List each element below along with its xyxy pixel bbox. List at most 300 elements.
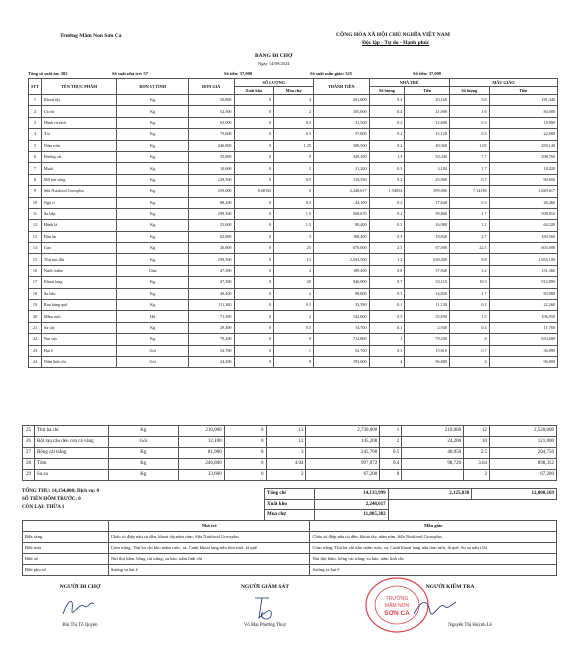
table-cell: Kg: [117, 151, 188, 162]
table-cell: 116,550: [313, 174, 369, 185]
menu-mg: Nui thịt bằm, bông cải trắng, su hào, nấm linh chi: [310, 554, 557, 565]
table-cell: 50,440: [405, 151, 450, 162]
mg-meals: Số suất mẫu giáo: 325: [310, 71, 353, 76]
table-cell: 9: [274, 151, 314, 162]
table-cell: 2: [29, 106, 42, 117]
col-stt: STT: [29, 79, 42, 95]
table-cell: 0: [234, 129, 274, 140]
table-cell: 1.6: [449, 106, 489, 117]
table-cell: 7: [29, 163, 42, 174]
table-cell: 298,760: [489, 151, 557, 162]
table-row: [29, 254, 558, 265]
table-cell: 1.9: [274, 208, 314, 219]
table-cell: Kg: [117, 95, 188, 106]
table-cell: 33,600: [178, 470, 224, 481]
table-cell: 18: [29, 288, 42, 299]
table-cell: Kg: [117, 208, 188, 219]
table-cell: 0.7: [449, 174, 489, 185]
table-cell: 0: [234, 300, 274, 311]
table-cell: 670,000: [313, 243, 369, 254]
table-cell: 3: [266, 448, 306, 459]
menu-row: [23, 565, 557, 576]
table-row: [29, 265, 558, 276]
table-cell: 8: [274, 356, 314, 367]
table-cell: 603,000: [489, 243, 557, 254]
menu-nt: Sương sa hạt ê: [108, 565, 310, 576]
table-cell: 67,200: [306, 470, 380, 481]
table-row: [29, 117, 558, 128]
menu-row: [23, 532, 557, 543]
table-cell: 40,950: [402, 448, 464, 459]
table-cell: Hạt ê: [41, 345, 117, 356]
school-name: Trường Mầm Non Sơn Ca: [60, 33, 122, 39]
table-cell: 22: [29, 334, 42, 345]
table-cell: 193,600: [313, 356, 369, 367]
table-cell: 2,520,000: [490, 426, 557, 437]
table-cell: 26,460: [489, 197, 557, 208]
table-cell: 0: [234, 174, 274, 185]
table-row: [29, 129, 558, 140]
table-cell: 0.2: [369, 117, 405, 128]
table-cell: 35,650: [405, 311, 450, 322]
table-cell: 1,955,100: [489, 254, 557, 265]
table-cell: 79,200: [405, 334, 450, 345]
col-money: THÀNH TIỀN: [313, 79, 369, 95]
table-cell: 25,900: [405, 174, 450, 185]
table-cell: 64,320: [489, 220, 557, 231]
table-cell: 1: [369, 334, 405, 345]
motto: Độc lập - Tự do - Hạnh phúc: [362, 40, 430, 46]
table-cell: 67,200: [490, 470, 557, 481]
tong-chi-label: Tổng chi: [265, 489, 315, 500]
xuat-kho: 2,248,617: [314, 499, 388, 510]
table-cell: 8: [29, 174, 42, 185]
table-cell: 2: [266, 470, 306, 481]
table-cell: Hũ: [117, 311, 188, 322]
table-cell: 4: [274, 95, 314, 106]
table-cell: 12: [29, 220, 42, 231]
menu-mg: Cháo sò điệp nấu củ dền, khoai tây, nấm rơm, Sữa Nutifood Growplus: [310, 532, 557, 543]
table-cell: Kg: [117, 322, 188, 333]
checker-title: NGƯỜI KIỂM TRA: [425, 584, 475, 590]
table-cell: 0: [224, 437, 266, 448]
table-cell: 349,200: [313, 151, 369, 162]
menu-nt: Nui thịt bằm, bông cải trắng, su hào, nấm linh chi: [108, 554, 310, 565]
table-cell: Su hào: [41, 288, 117, 299]
table-cell: 0: [274, 186, 314, 197]
table-cell: Tôm: [34, 459, 108, 470]
table-cell: 0.7: [449, 345, 489, 356]
table-cell: 0: [224, 448, 266, 459]
table-cell: 6: [29, 151, 42, 162]
table-cell: 638,400: [405, 254, 450, 265]
table-cell: 37,800: [313, 129, 369, 140]
table-cell: 18,840: [405, 231, 450, 242]
menu-mg: Sương sa hạt ê: [310, 565, 557, 576]
table-cell: 0: [234, 322, 274, 333]
table-cell: 2.5: [369, 243, 405, 254]
mg-total: 12,008,169: [472, 489, 557, 500]
col-nt-sl: Số lượng: [369, 87, 405, 95]
table-cell: 13: [266, 426, 306, 437]
buyer-title: NGƯỜI ĐI CHỢ: [59, 584, 101, 590]
table-cell: 0: [234, 288, 274, 299]
table-cell: Kg: [117, 197, 188, 208]
table-cell: Kg: [117, 140, 188, 151]
table-cell: 0.3: [449, 197, 489, 208]
table-cell: Kg: [117, 129, 188, 140]
table-cell: 0.4: [380, 459, 402, 470]
tong-chi: 14,133,999: [314, 489, 388, 500]
table-cell: 1.5: [274, 220, 314, 231]
table-cell: 22.5: [449, 243, 489, 254]
menu-nt: Cháo sò điệp nấu củ dền, khoai tây,nấm rơm; Sữa Nutifood Growplus: [108, 532, 310, 543]
table-cell: 0.2: [369, 208, 405, 219]
table-cell: 21,200: [313, 163, 369, 174]
table-row: [29, 231, 558, 242]
table-cell: 0.8: [369, 265, 405, 276]
table-cell: 0: [234, 334, 274, 345]
table-cell: 28: [23, 459, 35, 470]
table-cell: Kg: [117, 300, 188, 311]
table-cell: 52,500: [188, 106, 234, 117]
table-cell: 79,200: [188, 334, 234, 345]
table-cell: Kg: [117, 231, 188, 242]
table-cell: Kg: [108, 426, 178, 437]
table-cell: 245,700: [306, 448, 380, 459]
table-cell: 0.2: [449, 300, 489, 311]
checker-signature: [410, 594, 460, 622]
menu-mg: Cơm trắng, Thịt ba chỉ kho mắm ruốc, sả, Canh khoai lang nấu tôm tươi, lá quế, Su su nấu t lá): [310, 543, 557, 554]
table-cell: 8: [449, 334, 489, 345]
table-cell: 29,400: [188, 322, 234, 333]
table-cell: 508,810: [489, 208, 557, 219]
table-cell: 2: [274, 163, 314, 174]
table-cell: 0.7: [369, 277, 405, 288]
table-cell: 23: [29, 345, 42, 356]
table-cell: 47,500: [188, 265, 234, 276]
table-row: [23, 448, 557, 459]
table-cell: 0.3: [369, 231, 405, 242]
table-row: [29, 197, 558, 208]
table-cell: 0.2: [369, 197, 405, 208]
table-cell: 18,020: [489, 163, 557, 174]
table-cell: 16,080: [405, 220, 450, 231]
table-row: [29, 300, 558, 311]
table-cell: 15,120: [405, 129, 450, 140]
table-cell: 11,130: [405, 300, 450, 311]
table-cell: 0.2: [369, 174, 405, 185]
table-cell: 50,800: [188, 95, 234, 106]
table-cell: Thịt ba chỉ: [34, 426, 108, 437]
table-cell: 946,000: [313, 277, 369, 288]
table-cell: 2,593,500: [313, 254, 369, 265]
table-cell: 44,100: [313, 197, 369, 208]
xuat-kho-label: Xuất kho: [265, 499, 315, 510]
table-cell: 18,900: [489, 117, 557, 128]
table-cell: 3.64: [464, 459, 490, 470]
table-cell: Kg: [117, 163, 188, 174]
table-row: [29, 174, 558, 185]
table-cell: Nước mắm: [41, 265, 117, 276]
table-cell: 83,980: [489, 288, 557, 299]
table-cell: 21: [29, 322, 42, 333]
table-cell: 10,600: [188, 163, 234, 174]
mua-cho-label: Mua chợ: [265, 510, 315, 521]
table-cell: 0.4: [369, 95, 405, 106]
table-cell: 106,950: [489, 311, 557, 322]
table-cell: 2: [274, 311, 314, 322]
table-cell: 24,200: [188, 356, 234, 367]
table-cell: 22,260: [489, 300, 557, 311]
table-cell: 4: [449, 356, 489, 367]
menu-label: Bữa xế: [23, 554, 109, 565]
table-cell: 14: [29, 243, 42, 254]
table-cell: 105,000: [313, 106, 369, 117]
table-cell: 3: [274, 231, 314, 242]
table-cell: 568,670: [313, 208, 369, 219]
table-cell: 199,500: [188, 254, 234, 265]
table-cell: 142,600: [313, 311, 369, 322]
table-cell: 4: [369, 356, 405, 367]
table-cell: 246,800: [188, 140, 234, 151]
table-cell: 20: [274, 277, 314, 288]
table-cell: 22,680: [489, 129, 557, 140]
table-cell: 2: [274, 106, 314, 117]
table-cell: 399,000: [405, 186, 450, 197]
table-cell: 259,140: [489, 140, 557, 151]
table-cell: 0.3: [369, 163, 405, 174]
table-cell: Kg: [108, 470, 178, 481]
table-cell: 259,000: [188, 186, 234, 197]
table-cell: Su bắp: [41, 208, 117, 219]
mg-amount: Số tiền: 37,000: [413, 71, 442, 76]
col-mg: MẪU GIÁO: [449, 79, 557, 87]
table-cell: 0: [234, 265, 274, 276]
table-cell: Mỡ lợn sống: [41, 174, 117, 185]
table-cell: 2,730,000: [306, 426, 380, 437]
menu-label: Bữa phụ xế: [23, 565, 109, 576]
table-cell: 0: [234, 356, 274, 367]
table-cell: 129,500: [188, 174, 234, 185]
table-row: [29, 220, 558, 231]
table-cell: Kg: [117, 220, 188, 231]
table-cell: 37,840: [405, 265, 450, 276]
table-cell: Gói: [108, 437, 178, 448]
table-cell: 9: [29, 186, 42, 197]
menu-table: [22, 520, 557, 576]
table-cell: 3: [29, 117, 42, 128]
table-cell: 3.6: [449, 95, 489, 106]
tien-hom-truoc: SỐ TIỀN HÔM TRƯỚC: 0: [22, 497, 81, 502]
table-cell: 13: [29, 231, 42, 242]
table-cell: 12: [464, 426, 490, 437]
table-cell: 67,000: [405, 243, 450, 254]
table-cell: 3.2: [449, 265, 489, 276]
table-cell: Thịt nạc đùi: [41, 254, 117, 265]
table-cell: 0.3: [449, 129, 489, 140]
table-cell: 1.5: [449, 311, 489, 322]
buyer-name: Bùi Thị Tố Quyên: [62, 623, 98, 628]
table-cell: 1: [29, 95, 42, 106]
table-cell: 0.5: [274, 117, 314, 128]
table-cell: 31,500: [313, 117, 369, 128]
table-cell: Kg: [117, 243, 188, 254]
table-row: [29, 95, 558, 106]
table-cell: 0.2: [369, 129, 405, 140]
col-price: ĐƠN GIÁ: [188, 79, 234, 95]
table-cell: Kg: [117, 288, 188, 299]
table-cell: 1.7: [449, 288, 489, 299]
table-cell: 4: [274, 265, 314, 276]
table-cell: 0: [234, 151, 274, 162]
table-cell: Kg: [108, 448, 178, 459]
table-cell: 2,248,617: [313, 186, 369, 197]
table-cell: 15: [29, 254, 42, 265]
table-cell: 997,072: [306, 459, 380, 470]
table-cell: 1.7: [449, 208, 489, 219]
table-cell: Bông cải trắng: [34, 448, 108, 459]
table-cell: Chai: [117, 265, 188, 276]
table-cell: Kg: [117, 277, 188, 288]
table-cell: 24: [29, 356, 42, 367]
table-cell: 8.68192: [234, 186, 274, 197]
table-cell: 0: [234, 106, 274, 117]
table-cell: 12,100: [178, 437, 224, 448]
table-cell: Đậu ăn: [41, 231, 117, 242]
table-cell: 0: [234, 345, 274, 356]
table-cell: 1.3: [369, 151, 405, 162]
table-cell: 898,352: [490, 459, 557, 470]
tong-thu: TỔNG THU: 14,134,000; Dịch vụ: 0: [22, 489, 99, 494]
table-row: [23, 426, 557, 437]
table-cell: 1.2: [449, 220, 489, 231]
menu-col-nt: Nhà trẻ: [108, 521, 310, 532]
table-cell: 0: [224, 426, 266, 437]
totals-left: [22, 488, 99, 512]
table-cell: 169,560: [489, 231, 557, 242]
table-cell: 0: [234, 311, 274, 322]
table-cell: 13: [274, 254, 314, 265]
table-cell: Hành củ tươi: [41, 117, 117, 128]
col-mg-sl: Số lượng: [449, 87, 489, 95]
table-cell: 1.54054: [369, 186, 405, 197]
table-cell: 0: [234, 117, 274, 128]
table-cell: 98,720: [402, 459, 464, 470]
table-cell: 181,440: [489, 95, 557, 106]
table-row: [29, 106, 558, 117]
table-cell: 62,800: [188, 231, 234, 242]
table-row: [29, 163, 558, 174]
table-cell: 1.2: [369, 254, 405, 265]
table-row: [29, 277, 558, 288]
table-cell: 98,800: [313, 288, 369, 299]
table-cell: 1.05: [449, 140, 489, 151]
table-cell: 26,800: [188, 243, 234, 254]
table-cell: Khoai lang: [41, 277, 117, 288]
date-line: Ngày 14/09/2024: [258, 61, 290, 66]
table-cell: 0.2: [369, 140, 405, 151]
table-cell: Kg: [117, 117, 188, 128]
col-nt-tien: Tiền: [405, 87, 450, 95]
table-cell: 299,300: [188, 208, 234, 219]
nt-total: 2,125,830: [388, 489, 472, 500]
table-cell: 59,860: [405, 208, 450, 219]
table-cell: 35,800: [188, 151, 234, 162]
table-cell: 3,180: [405, 163, 450, 174]
table-cell: 0.3: [274, 300, 314, 311]
mua-cho: 11,885,382: [314, 510, 388, 521]
table-cell: 12: [266, 437, 306, 448]
table-cell: 9.8: [449, 254, 489, 265]
table-cell: 4.04: [266, 459, 306, 470]
table-row: [29, 356, 558, 367]
table-cell: 14,820: [405, 288, 450, 299]
col-mg-tien: Tiền: [489, 87, 557, 95]
table-row: [29, 334, 558, 345]
col-qty-stock: Xuất kho: [234, 87, 274, 95]
table-cell: Gói: [117, 356, 188, 367]
table-cell: 145,200: [306, 437, 380, 448]
menu-label: Bữa trưa: [23, 543, 109, 554]
table-cell: 52,700: [188, 345, 234, 356]
page-title: BẢNG ĐI CHỢ: [255, 53, 293, 59]
table-cell: 0: [234, 231, 274, 242]
table-cell: 0: [380, 470, 402, 481]
table-row: [29, 311, 558, 322]
table-cell: 4: [29, 129, 42, 140]
table-cell: Kg: [117, 186, 188, 197]
table-cell: 71,300: [188, 311, 234, 322]
table-cell: 308,500: [313, 140, 369, 151]
table-cell: Gạo: [41, 243, 117, 254]
supervisor-signature: [245, 592, 285, 624]
table-cell: 210,000: [178, 426, 224, 437]
table-cell: 20: [29, 311, 42, 322]
table-cell: 712,800: [313, 334, 369, 345]
table-cell: 10: [464, 437, 490, 448]
table-cell: 0: [234, 220, 274, 231]
table-cell: 0: [234, 140, 274, 151]
table-row: [29, 322, 558, 333]
table-cell: 0: [234, 208, 274, 219]
table-cell: Cà rốt: [41, 106, 117, 117]
table-cell: 0.5: [274, 197, 314, 208]
table-cell: 16: [29, 265, 42, 276]
table-cell: Ngò rí: [41, 197, 117, 208]
table-cell: 189,200: [313, 265, 369, 276]
menu-col-mg: Mẫu giáo: [310, 521, 557, 532]
table-cell: Kg: [117, 174, 188, 185]
table-cell: 0: [224, 459, 266, 470]
table-cell: 36,890: [489, 345, 557, 356]
table-cell: 11,760: [489, 322, 557, 333]
table-cell: Muối: [41, 163, 117, 174]
food-table-continued: [22, 425, 557, 481]
table-cell: 14,700: [313, 322, 369, 333]
totals-table: [264, 488, 557, 521]
table-cell: 0.5: [274, 129, 314, 140]
table-cell: Nấm linh chi: [41, 356, 117, 367]
nt-meals: Số suất nhà trẻ: 57: [112, 71, 149, 76]
republic-title: CỘNG HÒA XÃ HỘI CHỦ NGHĨA VIỆT NAM: [336, 32, 450, 38]
table-cell: 7.7: [449, 151, 489, 162]
table-cell: 88,200: [188, 197, 234, 208]
col-qty: SỐ LƯỢNG: [234, 79, 313, 87]
table-cell: Sả cây: [41, 322, 117, 333]
table-cell: 0: [234, 197, 274, 208]
table-cell: 0.4: [369, 106, 405, 117]
